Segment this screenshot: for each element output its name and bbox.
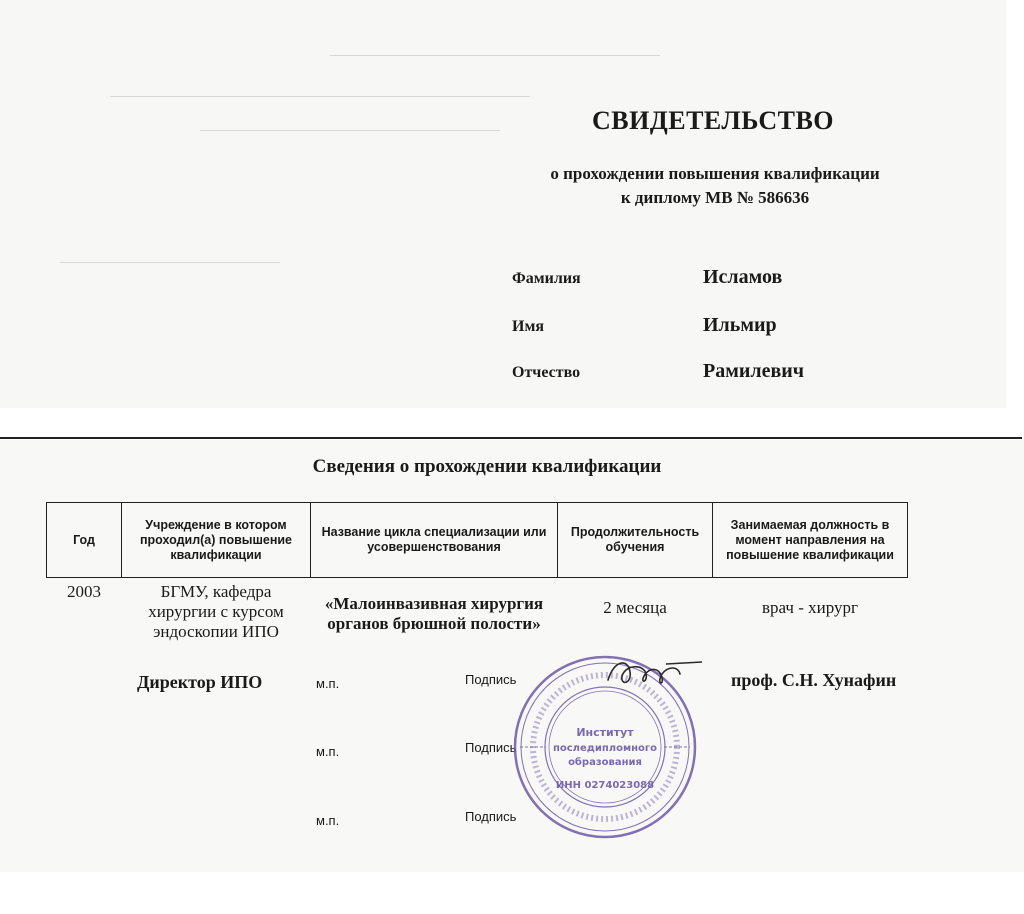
qualification-table	[46, 502, 908, 642]
patronymic-label: Отчество	[512, 364, 581, 381]
signature-label-3: Подпись	[465, 809, 517, 824]
header-position: Занимаемая должность в момент направления на повышение квалификации	[713, 503, 908, 578]
name-value: Ильмир	[703, 314, 777, 336]
director-label: Директор ИПО	[137, 672, 263, 692]
faint-scan-line	[110, 96, 530, 97]
stamp-place-3: м.п.	[316, 813, 340, 828]
certificate-title: СВИДЕТЕЛЬСТВО	[592, 106, 835, 135]
signature-label-2: Подпись	[465, 740, 517, 755]
header-institution: Учреждение в котором проходил(а) повышение квалификации	[122, 503, 311, 578]
stamp-place-2: м.п.	[316, 744, 340, 759]
stamp-line-institute: Институт	[576, 726, 634, 739]
faint-scan-line	[60, 262, 280, 263]
patronymic-value: Рамилевич	[703, 360, 805, 382]
header-course: Название цикла специализации или усовершенствования	[311, 503, 558, 578]
surname-label: Фамилия	[512, 270, 581, 287]
faint-scan-line	[200, 130, 500, 131]
cell-position: врач - хирург	[762, 598, 858, 617]
handwritten-signature	[600, 650, 710, 700]
header-year: Год	[47, 503, 122, 578]
stamp-inn: ИНН 0274023088	[555, 780, 655, 791]
cell-year: 2003	[67, 582, 101, 601]
table-row	[47, 578, 908, 643]
page-divider-line	[0, 437, 1022, 439]
qualification-section-title: Сведения о прохождении квалификации	[312, 456, 662, 477]
subtitle-line-1: о прохождении повышения квалификации	[550, 164, 880, 183]
stamp-place-1: м.п.	[316, 676, 340, 691]
subtitle-line-2: к диплому МВ № 586636	[620, 188, 810, 207]
name-label: Имя	[512, 318, 544, 335]
certificate-subtitle	[500, 162, 930, 210]
table-header-row	[47, 503, 908, 578]
cell-course: «Малоинвазивная хирургия органов брюшной полости»	[324, 594, 544, 633]
stamp-line-postgraduate: последипломного	[552, 743, 658, 754]
stamp-line-education: образования	[568, 757, 642, 768]
faint-scan-line	[330, 55, 660, 56]
header-duration: Продолжительность обучения	[558, 503, 713, 578]
cell-duration: 2 месяца	[603, 598, 667, 617]
signature-label-1: Подпись	[465, 672, 517, 687]
cell-institution: БГМУ, кафедра хирургии с курсом эндоскопии ИПО	[148, 582, 284, 641]
signer-name: проф. С.Н. Хунафин	[731, 670, 897, 690]
surname-value: Исламов	[703, 266, 783, 288]
